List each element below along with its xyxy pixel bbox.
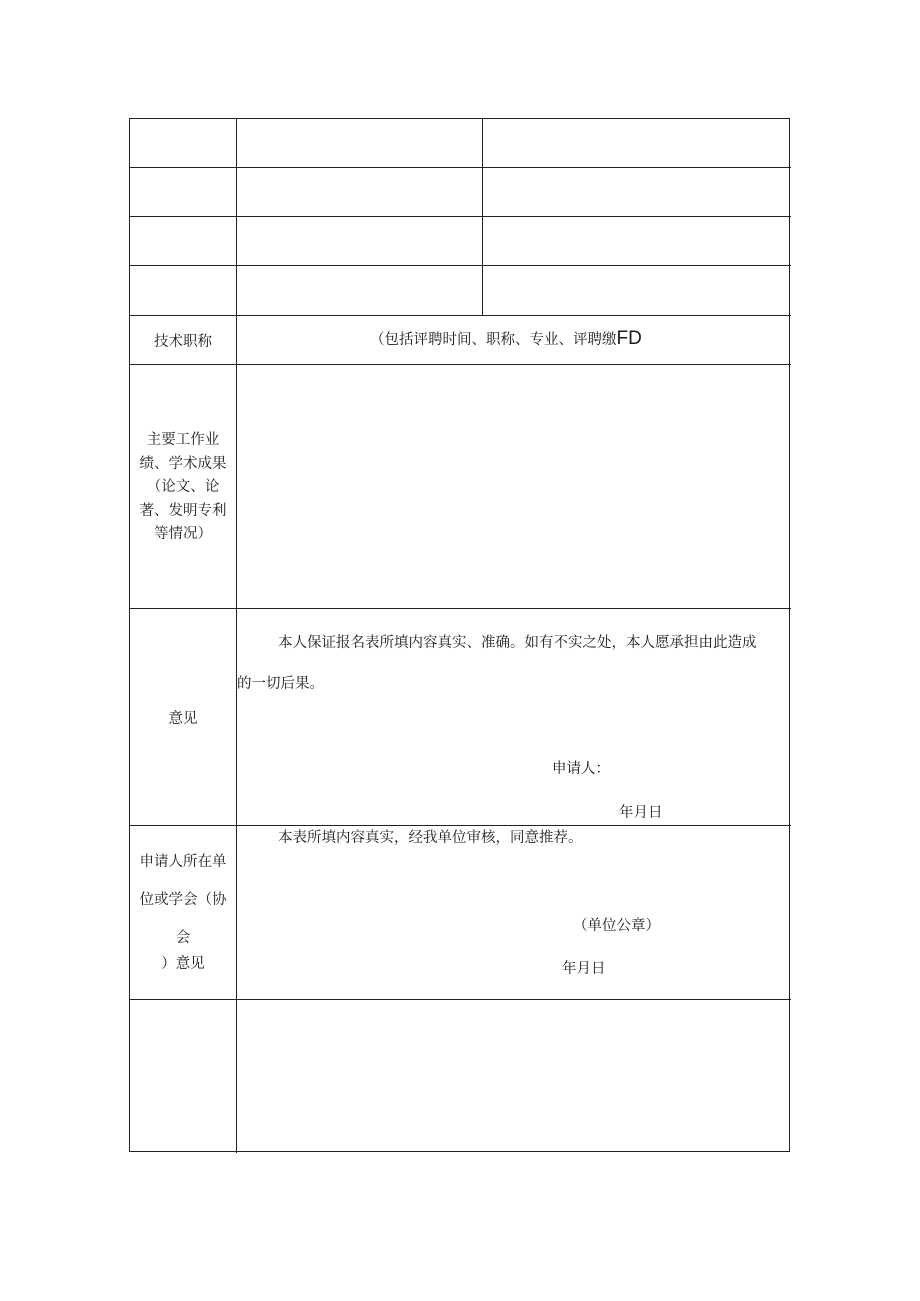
- opinion-statement-line2: 的一切后果。: [237, 676, 324, 692]
- unit-opinion-label-line: 会: [175, 930, 191, 946]
- achievements-label-line: （论文、论: [146, 479, 220, 495]
- unit-opinion-statement: 本表所填内容真实，经我单位审核，同意推荐。: [278, 830, 583, 846]
- achievements-label-line: 主要工作业: [146, 432, 220, 448]
- achievements-label-line: 绩、学术成果: [139, 455, 227, 472]
- opinion-statement-line1: 本人保证报名表所填内容真实、准确。如有不实之处，本人愿承担由此造成: [278, 635, 757, 651]
- achievements-field[interactable]: [237, 365, 789, 608]
- column-divider-1: [236, 119, 237, 1153]
- blank-field-cell[interactable]: [483, 119, 789, 167]
- applicant-date: 年月日: [619, 805, 663, 821]
- blank-label-cell[interactable]: [130, 119, 236, 167]
- unit-date: 年月日: [562, 961, 606, 977]
- unit-opinion-label: [130, 853, 236, 974]
- achievements-label-line: 等情况）: [154, 526, 212, 542]
- row-divider: [130, 167, 791, 168]
- unit-opinion-label-line: ）意见: [161, 956, 205, 972]
- row-divider: [130, 265, 791, 266]
- unit-opinion-label-line: 申请人所在单: [139, 854, 227, 870]
- achievements-label: [130, 429, 236, 547]
- row-divider: [130, 216, 791, 217]
- technical-title-hint-tail: FD: [616, 328, 642, 349]
- technical-title-hint-text: （包括评聘时间、职称、专业、评聘缴: [370, 332, 617, 348]
- opinion-label: 意见: [168, 711, 198, 727]
- row-divider: [130, 315, 791, 316]
- blank-remarks-label-cell[interactable]: [130, 1000, 236, 1152]
- row-divider: [130, 608, 791, 609]
- unit-opinion-label-line: 位或学会（协: [139, 892, 227, 908]
- technical-title-hint[interactable]: [370, 328, 642, 350]
- technical-title-label: 技术职称: [154, 334, 212, 350]
- unit-seal-label: （单位公章）: [573, 918, 660, 934]
- blank-field-cell[interactable]: [237, 119, 482, 167]
- blank-remarks-field[interactable]: [237, 1000, 789, 1152]
- applicant-signature-label: 申请人：: [552, 761, 610, 777]
- achievements-label-line: 著、发明专利: [139, 502, 227, 519]
- application-form-table: [129, 118, 790, 1152]
